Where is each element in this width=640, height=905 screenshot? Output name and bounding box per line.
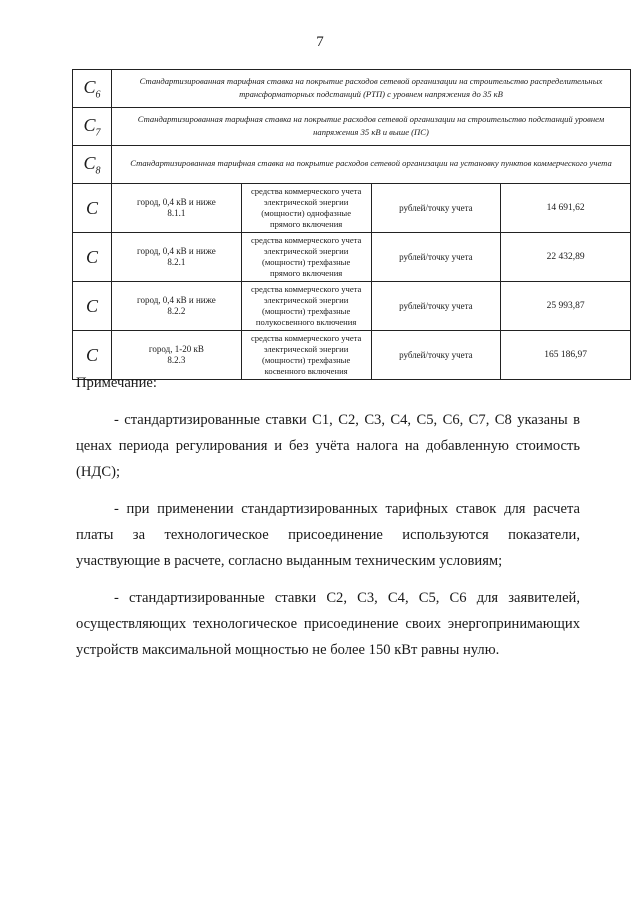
value-cell: 22 432,89 bbox=[501, 233, 631, 282]
unit-cell: рублей/точку учета bbox=[371, 184, 501, 233]
rate-code: C bbox=[73, 282, 112, 331]
item-cell: средства коммерческого учета электрической энергии (мощности) трехфазные прямого включения bbox=[241, 233, 371, 282]
notes-title: Примечание: bbox=[76, 375, 157, 391]
table-row bbox=[73, 108, 631, 146]
value-cell: 165 186,97 bbox=[501, 331, 631, 380]
location-cell: город, 0,4 кВ и ниже 8.1.1 bbox=[112, 184, 242, 233]
rate-description: Стандартизированная тарифная ставка на покрытие расходов сетевой организации на строительство распределительных трансформаторных подстанций (РТП) с уровнем напряжения до 35 кВ bbox=[112, 70, 631, 108]
location-cell: город, 0,4 кВ и ниже 8.2.1 bbox=[112, 233, 242, 282]
location-cell: город, 0,4 кВ и ниже 8.2.2 bbox=[112, 282, 242, 331]
table-row bbox=[73, 233, 631, 282]
value-cell: 25 993,87 bbox=[501, 282, 631, 331]
rate-description: Стандартизированная тарифная ставка на покрытие расходов сетевой организации на строительство подстанций уровнем напряжения 35 кВ и выше (ПС) bbox=[112, 108, 631, 146]
rate-description: Стандартизированная тарифная ставка на покрытие расходов сетевой организации на установку пунктов коммерческого учета bbox=[112, 146, 631, 184]
item-cell: средства коммерческого учета электрической энергии (мощности) трехфазные косвенного включения bbox=[241, 331, 371, 380]
note-item: - при применении стандартизированных тарифных ставок для расчета платы за технологическое присоединение используются показатели, участвующие в расчете, согласно выданным техническим условиям; bbox=[76, 501, 580, 569]
unit-cell: рублей/точку учета bbox=[371, 331, 501, 380]
unit-cell: рублей/точку учета bbox=[371, 282, 501, 331]
location-cell: город, 1-20 кВ 8.2.3 bbox=[112, 331, 242, 380]
rate-code: C bbox=[73, 184, 112, 233]
rate-code: $C_8$ bbox=[73, 146, 112, 184]
rate-code: C bbox=[73, 233, 112, 282]
note-item: - стандартизированные ставки С2, С3, С4, С5, С6 для заявителей, осуществляющих технологическое присоединение своих энергопринимающих устройств максимальной мощностью не более 150 кВт равны нулю. bbox=[76, 590, 580, 658]
value-cell: 14 691,62 bbox=[501, 184, 631, 233]
item-cell: средства коммерческого учета электрической энергии (мощности) однофазные прямого включения bbox=[241, 184, 371, 233]
table-row bbox=[73, 146, 631, 184]
tariff-table bbox=[72, 69, 631, 380]
unit-cell: рублей/точку учета bbox=[371, 233, 501, 282]
note-item: - стандартизированные ставки С1, С2, С3, С4, С5, С6, С7, С8 указаны в ценах периода регулирования и без учёта налога на добавленную стоимость (НДС); bbox=[76, 412, 580, 480]
rate-code: $C_6$ bbox=[73, 70, 112, 108]
page-number: 7 bbox=[316, 34, 324, 50]
rate-code: C bbox=[73, 331, 112, 380]
rate-code: $C_7$ bbox=[73, 108, 112, 146]
table-row bbox=[73, 184, 631, 233]
table-row bbox=[73, 70, 631, 108]
table-row bbox=[73, 282, 631, 331]
notes-section bbox=[76, 370, 580, 663]
item-cell: средства коммерческого учета электрической энергии (мощности) трехфазные полукосвенного включения bbox=[241, 282, 371, 331]
